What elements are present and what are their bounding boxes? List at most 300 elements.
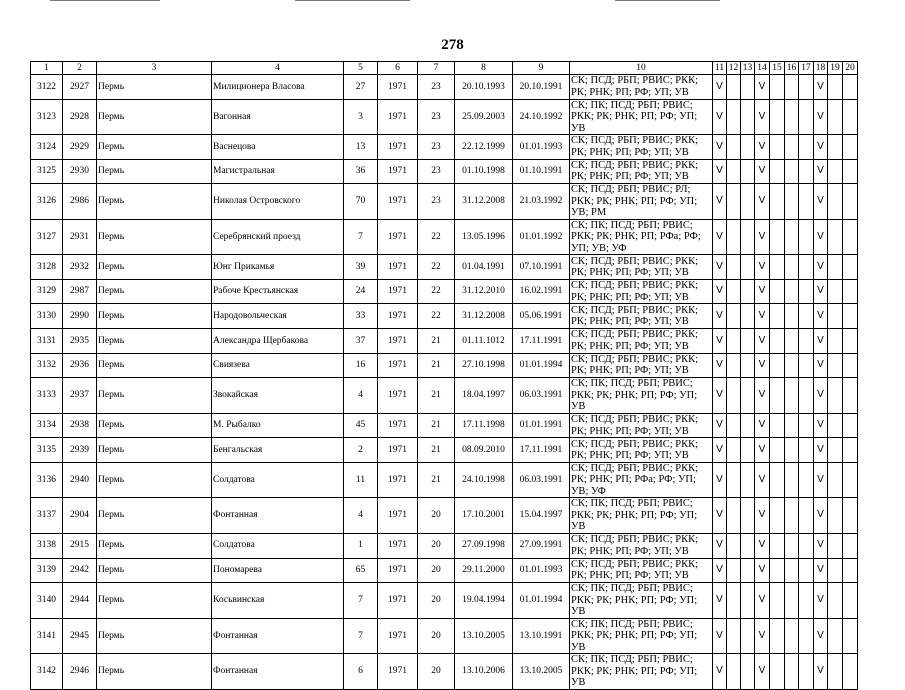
city: Пермь bbox=[97, 219, 212, 255]
date-2: 16.02.1991 bbox=[513, 279, 570, 304]
street: Пономарева bbox=[212, 558, 344, 583]
column-header-1: 1 bbox=[31, 62, 63, 75]
col19 bbox=[828, 159, 843, 184]
col13 bbox=[741, 654, 755, 690]
date-1: 22.12.1999 bbox=[455, 135, 513, 160]
col12 bbox=[727, 438, 741, 463]
date-2: 06.03.1991 bbox=[513, 462, 570, 498]
mark-col18: V bbox=[814, 75, 828, 100]
row-number: 3125 bbox=[31, 159, 63, 184]
codes: СК; ПК; ПСД; РБП; РВИС; РКК; РК; РНК; РП; РФ; УП; УВ bbox=[570, 99, 713, 135]
col15 bbox=[770, 75, 785, 100]
column-header-12: 12 bbox=[727, 62, 741, 75]
table-row bbox=[31, 99, 858, 135]
col16 bbox=[785, 654, 799, 690]
col17 bbox=[799, 353, 814, 378]
codes: СК; ПСД; РБП; РВИС; РКК; РК; РНК; РП; РФ; УП; УВ bbox=[570, 135, 713, 160]
col12 bbox=[727, 533, 741, 558]
mark-col11: V bbox=[713, 255, 727, 280]
house-number: 11 bbox=[344, 462, 378, 498]
col20 bbox=[843, 618, 858, 654]
col16 bbox=[785, 498, 799, 534]
col7-value: 20 bbox=[418, 558, 455, 583]
city: Пермь bbox=[97, 99, 212, 135]
city: Пермь bbox=[97, 558, 212, 583]
record-id: 2932 bbox=[63, 255, 97, 280]
table-row bbox=[31, 498, 858, 534]
city: Пермь bbox=[97, 413, 212, 438]
col12 bbox=[727, 75, 741, 100]
record-id: 2939 bbox=[63, 438, 97, 463]
col15 bbox=[770, 279, 785, 304]
record-id: 2935 bbox=[63, 329, 97, 354]
date-1: 13.10.2006 bbox=[455, 654, 513, 690]
col13 bbox=[741, 378, 755, 414]
year: 1971 bbox=[378, 304, 418, 329]
date-1: 17.11.1998 bbox=[455, 413, 513, 438]
row-number: 3131 bbox=[31, 329, 63, 354]
table-row bbox=[31, 413, 858, 438]
column-header-20: 20 bbox=[843, 62, 858, 75]
city: Пермь bbox=[97, 184, 212, 220]
street: Фонтанная bbox=[212, 654, 344, 690]
col19 bbox=[828, 533, 843, 558]
register-table bbox=[30, 61, 858, 690]
record-id: 2930 bbox=[63, 159, 97, 184]
year: 1971 bbox=[378, 413, 418, 438]
table-row bbox=[31, 378, 858, 414]
mark-col14: V bbox=[755, 462, 770, 498]
col16 bbox=[785, 353, 799, 378]
col16 bbox=[785, 255, 799, 280]
record-id: 2945 bbox=[63, 618, 97, 654]
street: Солдатова bbox=[212, 462, 344, 498]
row-number: 3139 bbox=[31, 558, 63, 583]
col19 bbox=[828, 438, 843, 463]
mark-col11: V bbox=[713, 498, 727, 534]
date-2: 05.06.1991 bbox=[513, 304, 570, 329]
col13 bbox=[741, 219, 755, 255]
mark-col14: V bbox=[755, 75, 770, 100]
date-1: 13.05.1996 bbox=[455, 219, 513, 255]
col16 bbox=[785, 159, 799, 184]
street: Бенгальская bbox=[212, 438, 344, 463]
mark-col14: V bbox=[755, 378, 770, 414]
house-number: 3 bbox=[344, 99, 378, 135]
codes: СК; ПСД; РБП; РВИС; РКК; РК; РНК; РП; РФа; РФ; УП; УВ; УФ bbox=[570, 462, 713, 498]
col7-value: 20 bbox=[418, 498, 455, 534]
mark-col11: V bbox=[713, 159, 727, 184]
table-row bbox=[31, 75, 858, 100]
codes: СК; ПК; ПСД; РБП; РВИС; РКК; РК; РНК; РП; РФ; УП; УВ bbox=[570, 498, 713, 534]
table-row bbox=[31, 329, 858, 354]
house-number: 27 bbox=[344, 75, 378, 100]
record-id: 2944 bbox=[63, 583, 97, 619]
house-number: 7 bbox=[344, 618, 378, 654]
col15 bbox=[770, 413, 785, 438]
col19 bbox=[828, 654, 843, 690]
column-header-3: 3 bbox=[97, 62, 212, 75]
col20 bbox=[843, 654, 858, 690]
table-row bbox=[31, 583, 858, 619]
date-1: 13.10.2005 bbox=[455, 618, 513, 654]
column-header-8: 8 bbox=[455, 62, 513, 75]
column-header-17: 17 bbox=[799, 62, 814, 75]
street: Юнг Прикамья bbox=[212, 255, 344, 280]
record-id: 2936 bbox=[63, 353, 97, 378]
col19 bbox=[828, 75, 843, 100]
mark-col11: V bbox=[713, 304, 727, 329]
col20 bbox=[843, 498, 858, 534]
column-header-10: 10 bbox=[570, 62, 713, 75]
codes: СК; ПСД; РБП; РВИС; РКК; РК; РНК; РП; РФ; УП; УВ bbox=[570, 159, 713, 184]
col20 bbox=[843, 353, 858, 378]
col15 bbox=[770, 219, 785, 255]
year: 1971 bbox=[378, 654, 418, 690]
col19 bbox=[828, 135, 843, 160]
street: Александра Щербакова bbox=[212, 329, 344, 354]
col19 bbox=[828, 279, 843, 304]
table-row bbox=[31, 159, 858, 184]
house-number: 45 bbox=[344, 413, 378, 438]
col7-value: 22 bbox=[418, 219, 455, 255]
row-number: 3134 bbox=[31, 413, 63, 438]
street: М. Рыбалко bbox=[212, 413, 344, 438]
record-id: 2990 bbox=[63, 304, 97, 329]
date-2: 01.01.1993 bbox=[513, 558, 570, 583]
date-1: 18.04.1997 bbox=[455, 378, 513, 414]
record-id: 2928 bbox=[63, 99, 97, 135]
mark-col18: V bbox=[814, 159, 828, 184]
codes: СК; ПСД; РБП; РВИС; РКК; РК; РНК; РП; РФ; УП; УВ bbox=[570, 413, 713, 438]
house-number: 24 bbox=[344, 279, 378, 304]
year: 1971 bbox=[378, 533, 418, 558]
mark-col11: V bbox=[713, 219, 727, 255]
col12 bbox=[727, 498, 741, 534]
record-id: 2946 bbox=[63, 654, 97, 690]
table-row bbox=[31, 219, 858, 255]
col19 bbox=[828, 304, 843, 329]
date-1: 31.12.2008 bbox=[455, 304, 513, 329]
year: 1971 bbox=[378, 99, 418, 135]
col15 bbox=[770, 159, 785, 184]
col15 bbox=[770, 558, 785, 583]
col13 bbox=[741, 135, 755, 160]
mark-col11: V bbox=[713, 329, 727, 354]
col7-value: 22 bbox=[418, 255, 455, 280]
row-number: 3141 bbox=[31, 618, 63, 654]
col12 bbox=[727, 184, 741, 220]
col13 bbox=[741, 279, 755, 304]
col20 bbox=[843, 413, 858, 438]
mark-col18: V bbox=[814, 654, 828, 690]
mark-col14: V bbox=[755, 353, 770, 378]
city: Пермь bbox=[97, 279, 212, 304]
mark-col11: V bbox=[713, 99, 727, 135]
city: Пермь bbox=[97, 618, 212, 654]
record-id: 2942 bbox=[63, 558, 97, 583]
mark-col14: V bbox=[755, 304, 770, 329]
date-1: 31.12.2008 bbox=[455, 184, 513, 220]
city: Пермь bbox=[97, 533, 212, 558]
table-row bbox=[31, 654, 858, 690]
house-number: 1 bbox=[344, 533, 378, 558]
col13 bbox=[741, 533, 755, 558]
col13 bbox=[741, 498, 755, 534]
date-1: 17.10.2001 bbox=[455, 498, 513, 534]
year: 1971 bbox=[378, 618, 418, 654]
col13 bbox=[741, 353, 755, 378]
col7-value: 22 bbox=[418, 279, 455, 304]
col17 bbox=[799, 378, 814, 414]
col15 bbox=[770, 329, 785, 354]
col13 bbox=[741, 75, 755, 100]
col17 bbox=[799, 583, 814, 619]
col12 bbox=[727, 159, 741, 184]
mark-col14: V bbox=[755, 184, 770, 220]
col12 bbox=[727, 618, 741, 654]
table-row bbox=[31, 558, 858, 583]
table-row bbox=[31, 438, 858, 463]
date-1: 01.11.1012 bbox=[455, 329, 513, 354]
mark-col11: V bbox=[713, 558, 727, 583]
col19 bbox=[828, 413, 843, 438]
col15 bbox=[770, 304, 785, 329]
row-number: 3135 bbox=[31, 438, 63, 463]
row-number: 3138 bbox=[31, 533, 63, 558]
col12 bbox=[727, 135, 741, 160]
city: Пермь bbox=[97, 75, 212, 100]
table-body bbox=[31, 75, 858, 690]
col20 bbox=[843, 135, 858, 160]
col19 bbox=[828, 255, 843, 280]
col20 bbox=[843, 378, 858, 414]
col16 bbox=[785, 378, 799, 414]
col20 bbox=[843, 329, 858, 354]
table-row bbox=[31, 135, 858, 160]
record-id: 2915 bbox=[63, 533, 97, 558]
mark-col11: V bbox=[713, 135, 727, 160]
col7-value: 21 bbox=[418, 462, 455, 498]
date-2: 01.01.1994 bbox=[513, 583, 570, 619]
codes: СК; ПСД; РБП; РВИС; РКК; РК; РНК; РП; РФ; УП; УВ bbox=[570, 533, 713, 558]
codes: СК; ПСД; РБП; РВИС; РКК; РК; РНК; РП; РФ; УП; УВ bbox=[570, 304, 713, 329]
date-2: 07.10.1991 bbox=[513, 255, 570, 280]
column-header-11: 11 bbox=[713, 62, 727, 75]
col12 bbox=[727, 99, 741, 135]
col12 bbox=[727, 329, 741, 354]
col16 bbox=[785, 413, 799, 438]
street: Свиязева bbox=[212, 353, 344, 378]
col17 bbox=[799, 99, 814, 135]
date-2: 01.01.1994 bbox=[513, 353, 570, 378]
mark-col11: V bbox=[713, 378, 727, 414]
street: Народовольческая bbox=[212, 304, 344, 329]
house-number: 7 bbox=[344, 583, 378, 619]
city: Пермь bbox=[97, 304, 212, 329]
col13 bbox=[741, 413, 755, 438]
col19 bbox=[828, 558, 843, 583]
mark-col18: V bbox=[814, 353, 828, 378]
col19 bbox=[828, 184, 843, 220]
mark-col14: V bbox=[755, 135, 770, 160]
mark-col14: V bbox=[755, 159, 770, 184]
col19 bbox=[828, 498, 843, 534]
mark-col14: V bbox=[755, 413, 770, 438]
mark-col18: V bbox=[814, 184, 828, 220]
page-number: 278 bbox=[441, 37, 464, 53]
row-number: 3132 bbox=[31, 353, 63, 378]
top-rule-right bbox=[615, 0, 720, 1]
street: Фонтанная bbox=[212, 498, 344, 534]
mark-col18: V bbox=[814, 378, 828, 414]
house-number: 4 bbox=[344, 378, 378, 414]
mark-col18: V bbox=[814, 558, 828, 583]
col17 bbox=[799, 329, 814, 354]
col7-value: 23 bbox=[418, 75, 455, 100]
col20 bbox=[843, 219, 858, 255]
street: Магистральная bbox=[212, 159, 344, 184]
col12 bbox=[727, 279, 741, 304]
house-number: 39 bbox=[344, 255, 378, 280]
codes: СК; ПСД; РБП; РВИС; РЛ; РКК; РК; РНК; РП; РФ; УП; УВ; РМ bbox=[570, 184, 713, 220]
col20 bbox=[843, 462, 858, 498]
date-2: 17.11.1991 bbox=[513, 329, 570, 354]
col19 bbox=[828, 618, 843, 654]
col12 bbox=[727, 583, 741, 619]
col20 bbox=[843, 184, 858, 220]
year: 1971 bbox=[378, 558, 418, 583]
date-1: 29.11.2000 bbox=[455, 558, 513, 583]
col17 bbox=[799, 438, 814, 463]
table-row bbox=[31, 353, 858, 378]
date-1: 27.10.1998 bbox=[455, 353, 513, 378]
city: Пермь bbox=[97, 159, 212, 184]
col15 bbox=[770, 618, 785, 654]
mark-col11: V bbox=[713, 533, 727, 558]
row-number: 3129 bbox=[31, 279, 63, 304]
mark-col14: V bbox=[755, 558, 770, 583]
col7-value: 22 bbox=[418, 304, 455, 329]
col7-value: 23 bbox=[418, 184, 455, 220]
codes: СК; ПК; ПСД; РБП; РВИС; РКК; РК; РНК; РП; РФ; УП; УВ bbox=[570, 583, 713, 619]
table-row bbox=[31, 618, 858, 654]
col17 bbox=[799, 75, 814, 100]
column-header-4: 4 bbox=[212, 62, 344, 75]
col15 bbox=[770, 498, 785, 534]
mark-col14: V bbox=[755, 583, 770, 619]
col20 bbox=[843, 75, 858, 100]
row-number: 3136 bbox=[31, 462, 63, 498]
mark-col11: V bbox=[713, 438, 727, 463]
table-row bbox=[31, 184, 858, 220]
street: Звокайская bbox=[212, 378, 344, 414]
col20 bbox=[843, 583, 858, 619]
street: Вагонная bbox=[212, 99, 344, 135]
table-row bbox=[31, 462, 858, 498]
mark-col14: V bbox=[755, 533, 770, 558]
col20 bbox=[843, 533, 858, 558]
year: 1971 bbox=[378, 583, 418, 619]
city: Пермь bbox=[97, 135, 212, 160]
date-2: 01.10.1991 bbox=[513, 159, 570, 184]
col12 bbox=[727, 304, 741, 329]
codes: СК; ПСД; РБП; РВИС; РКК; РК; РНК; РП; РФ; УП; УВ bbox=[570, 558, 713, 583]
col15 bbox=[770, 378, 785, 414]
date-2: 27.09.1991 bbox=[513, 533, 570, 558]
record-id: 2929 bbox=[63, 135, 97, 160]
column-header-9: 9 bbox=[513, 62, 570, 75]
year: 1971 bbox=[378, 498, 418, 534]
col12 bbox=[727, 353, 741, 378]
date-1: 20.10.1993 bbox=[455, 75, 513, 100]
date-2: 15.04.1997 bbox=[513, 498, 570, 534]
col15 bbox=[770, 99, 785, 135]
mark-col18: V bbox=[814, 135, 828, 160]
col17 bbox=[799, 184, 814, 220]
col13 bbox=[741, 329, 755, 354]
year: 1971 bbox=[378, 159, 418, 184]
mark-col14: V bbox=[755, 99, 770, 135]
col17 bbox=[799, 654, 814, 690]
col16 bbox=[785, 329, 799, 354]
col12 bbox=[727, 558, 741, 583]
city: Пермь bbox=[97, 378, 212, 414]
year: 1971 bbox=[378, 219, 418, 255]
row-number: 3127 bbox=[31, 219, 63, 255]
col12 bbox=[727, 255, 741, 280]
city: Пермь bbox=[97, 329, 212, 354]
col17 bbox=[799, 618, 814, 654]
col13 bbox=[741, 255, 755, 280]
street: Николая Островского bbox=[212, 184, 344, 220]
col7-value: 21 bbox=[418, 329, 455, 354]
codes: СК; ПСД; РБП; РВИС; РКК; РК; РНК; РП; РФ; УП; УВ bbox=[570, 75, 713, 100]
city: Пермь bbox=[97, 583, 212, 619]
col19 bbox=[828, 219, 843, 255]
row-number: 3142 bbox=[31, 654, 63, 690]
column-header-18: 18 bbox=[814, 62, 828, 75]
row-number: 3137 bbox=[31, 498, 63, 534]
mark-col18: V bbox=[814, 618, 828, 654]
city: Пермь bbox=[97, 654, 212, 690]
col16 bbox=[785, 533, 799, 558]
date-1: 01.04.1991 bbox=[455, 255, 513, 280]
col12 bbox=[727, 219, 741, 255]
date-1: 25.09.2003 bbox=[455, 99, 513, 135]
col7-value: 20 bbox=[418, 618, 455, 654]
street: Рабоче Крестьянская bbox=[212, 279, 344, 304]
col7-value: 21 bbox=[418, 413, 455, 438]
mark-col18: V bbox=[814, 279, 828, 304]
year: 1971 bbox=[378, 378, 418, 414]
date-2: 24.10.1992 bbox=[513, 99, 570, 135]
mark-col11: V bbox=[713, 654, 727, 690]
date-1: 08.09.2010 bbox=[455, 438, 513, 463]
col19 bbox=[828, 353, 843, 378]
col15 bbox=[770, 184, 785, 220]
codes: СК; ПК; ПСД; РБП; РВИС; РКК; РК; РНК; РП; РФа; РФ; УП; УВ; УФ bbox=[570, 219, 713, 255]
codes: СК; ПК; ПСД; РБП; РВИС; РКК; РК; РНК; РП; РФ; УП; УВ bbox=[570, 618, 713, 654]
col20 bbox=[843, 304, 858, 329]
column-header-16: 16 bbox=[785, 62, 799, 75]
mark-col18: V bbox=[814, 438, 828, 463]
col13 bbox=[741, 99, 755, 135]
year: 1971 bbox=[378, 329, 418, 354]
col7-value: 20 bbox=[418, 654, 455, 690]
row-number: 3133 bbox=[31, 378, 63, 414]
date-1: 19.04.1994 bbox=[455, 583, 513, 619]
